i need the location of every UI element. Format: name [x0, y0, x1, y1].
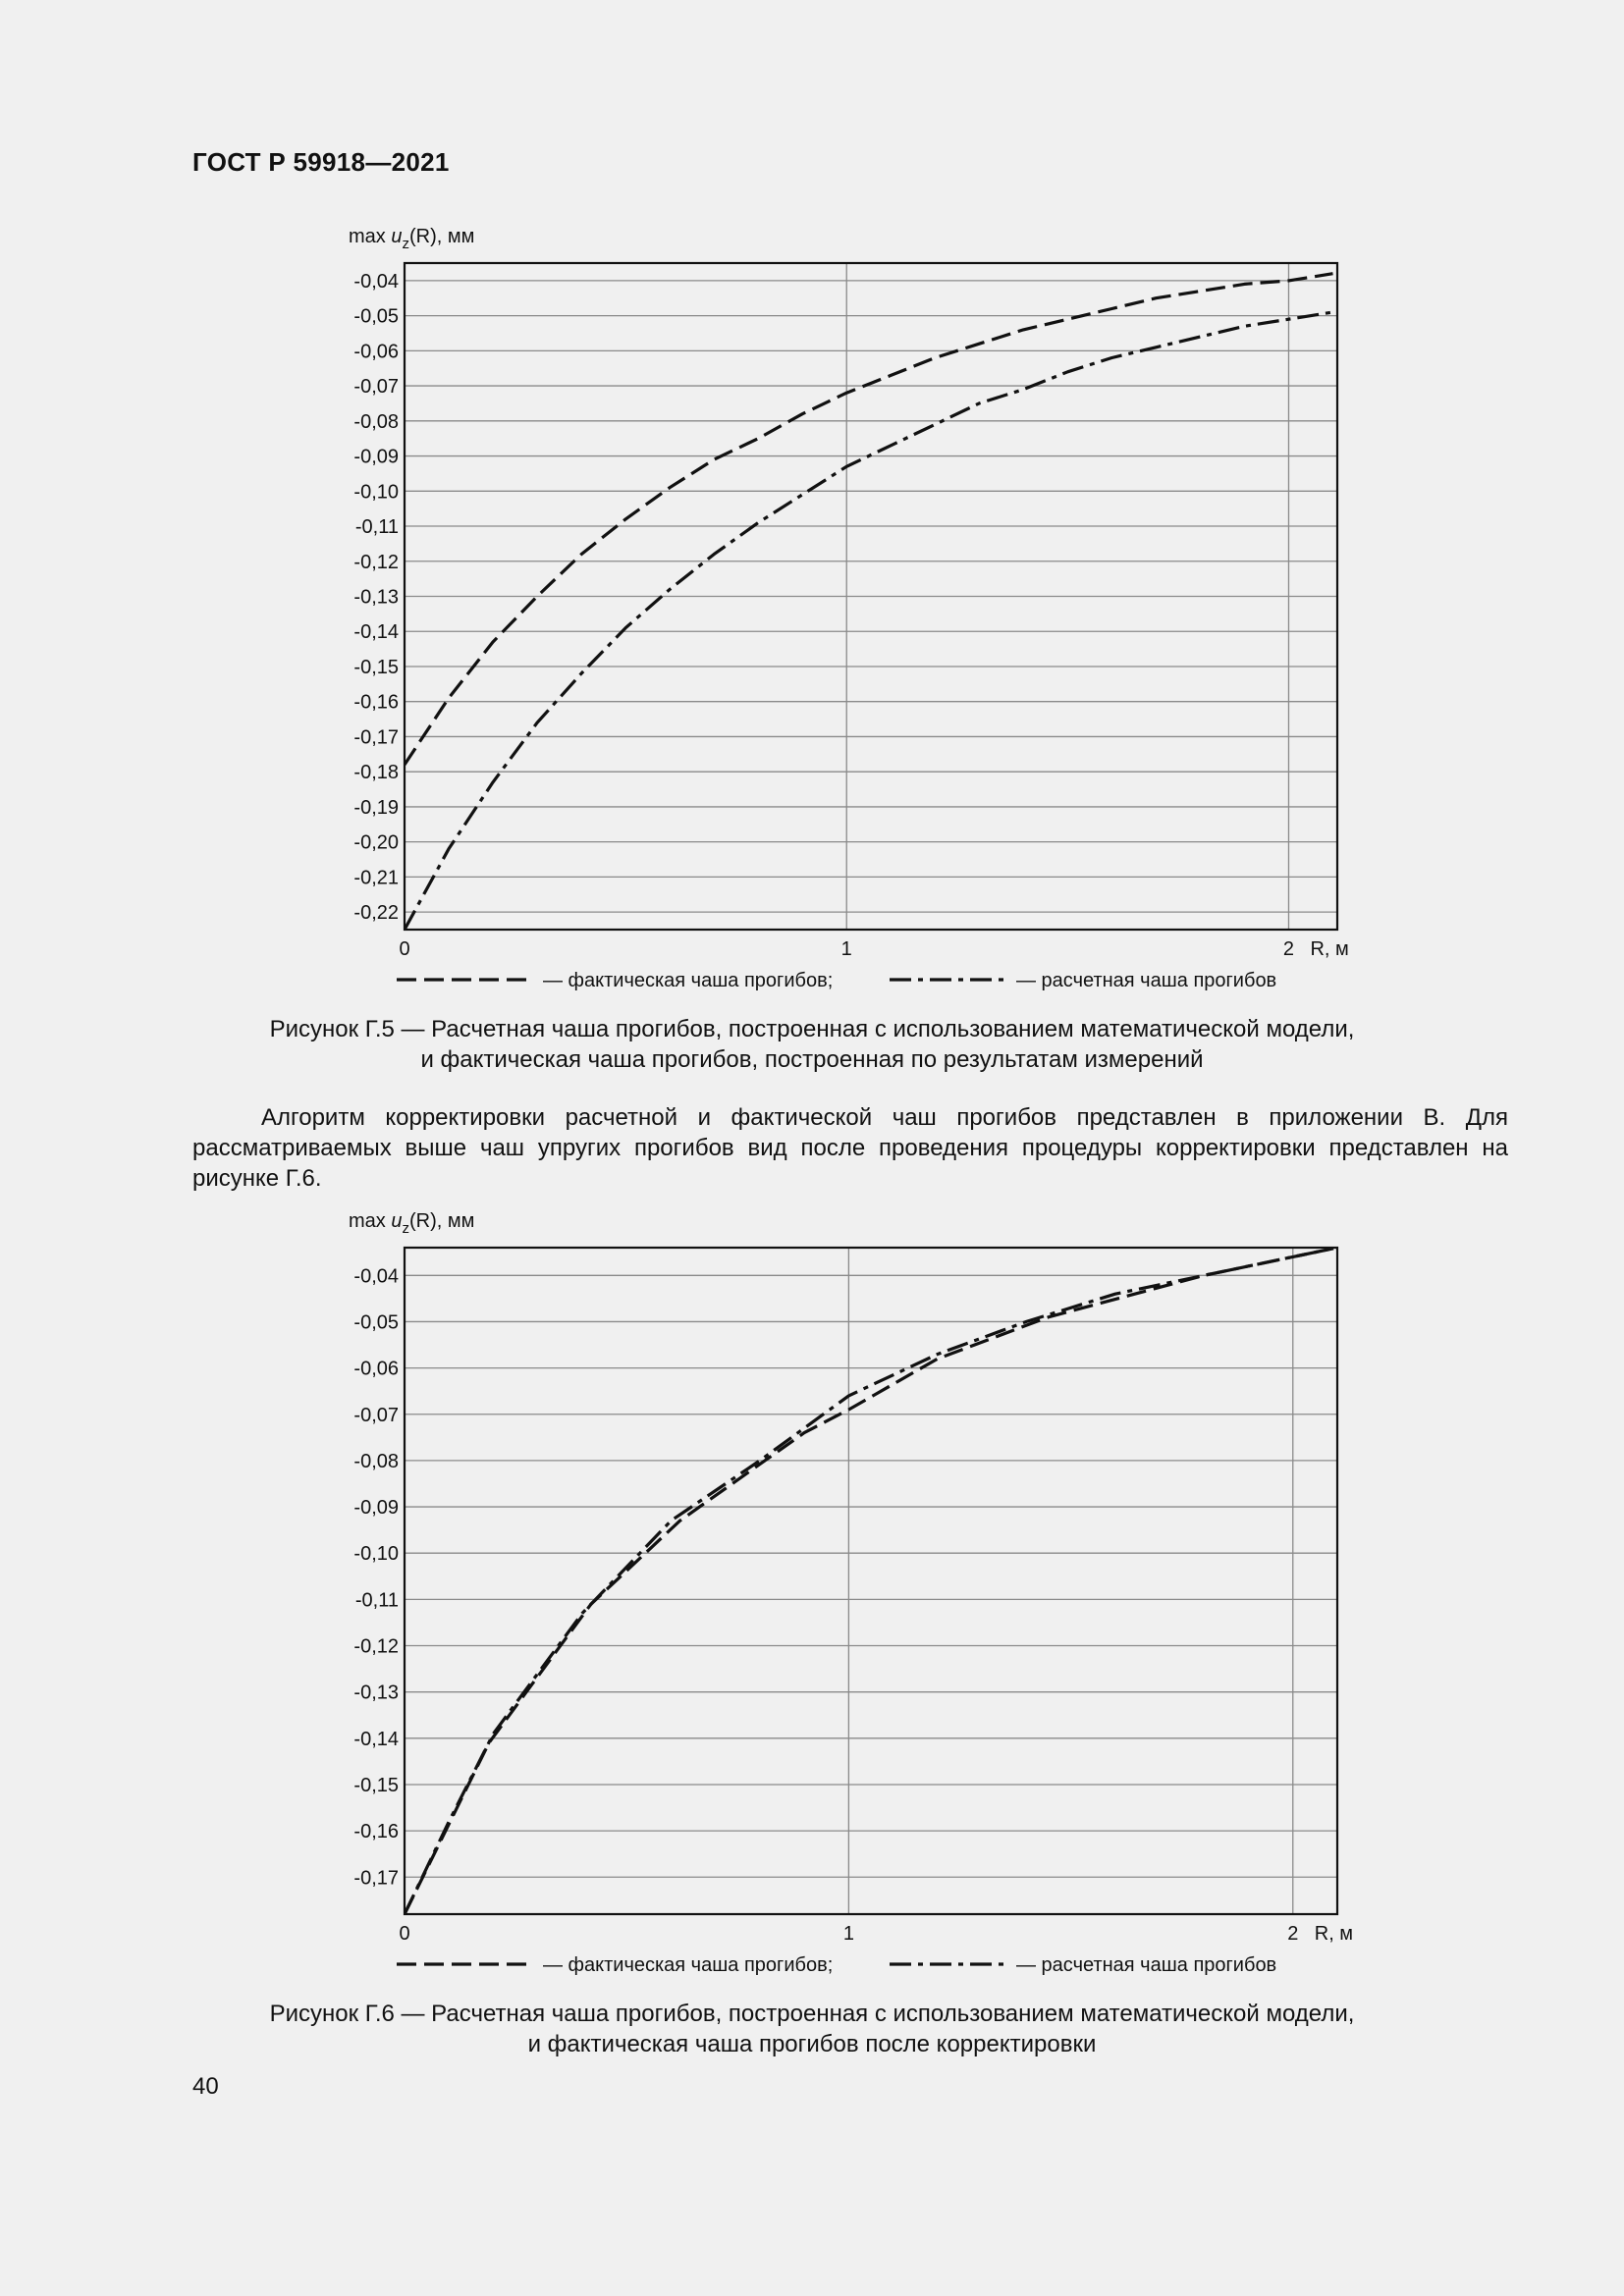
y-tick-label: -0,06 [353, 341, 399, 363]
figure-5-caption [0, 1014, 1624, 1075]
y-tick-label: -0,18 [353, 762, 399, 784]
x-tick-label: 1 [842, 1923, 854, 1945]
y-tick-label: -0,07 [353, 1404, 399, 1426]
page-number: 40 [192, 2073, 219, 2100]
y-tick-label: -0,09 [353, 1497, 399, 1520]
y-tick-label: -0,05 [353, 305, 399, 328]
y-tick-label: -0,22 [353, 902, 399, 925]
legend-label: — расчетная чаша прогибов [1016, 970, 1277, 991]
y-tick-label: -0,04 [353, 1265, 399, 1288]
y-tick-label: -0,14 [353, 1728, 399, 1750]
y-tick-label: -0,09 [353, 446, 399, 468]
y-tick-label: -0,10 [353, 481, 399, 504]
y-tick-label: -0,08 [353, 410, 399, 433]
y-tick-label: -0,11 [354, 1589, 399, 1612]
y-tick-label: -0,11 [354, 516, 399, 539]
figure-5-chart [0, 221, 1624, 1006]
x-tick-label: 2 [1282, 938, 1295, 960]
legend-label: — расчетная чаша прогибов [1016, 1954, 1277, 1976]
y-tick-label: -0,14 [353, 621, 399, 644]
y-tick-label: -0,17 [353, 726, 399, 749]
plot-area [405, 1248, 1337, 1914]
figure-6-caption-line-1: Рисунок Г.6 — Расчетная чаша прогибов, построенная с использованием математической модели, [269, 2001, 1355, 2027]
x-axis-label: R, м [1310, 938, 1349, 960]
y-tick-label: -0,10 [353, 1543, 399, 1566]
x-tick-label: 0 [399, 938, 410, 960]
legend-label: — фактическая чаша прогибов; [543, 970, 834, 991]
figure-5-svg [0, 221, 1624, 1006]
legend-label: — фактическая чаша прогибов; [543, 1954, 834, 1976]
y-tick-label: -0,13 [353, 1682, 399, 1704]
y-tick-label: -0,15 [353, 1774, 399, 1796]
y-tick-label: -0,16 [353, 1821, 399, 1843]
y-tick-label: -0,06 [353, 1358, 399, 1380]
y-tick-label: -0,16 [353, 691, 399, 714]
y-tick-label: -0,04 [353, 270, 399, 293]
x-axis-label: R, м [1314, 1923, 1354, 1945]
figure-6-caption-line-2: и фактическая чаша прогибов после корректировки [527, 2031, 1097, 2057]
x-tick-label: 2 [1287, 1923, 1299, 1945]
y-tick-label: -0,21 [353, 867, 399, 889]
y-tick-label: -0,08 [353, 1450, 399, 1472]
y-tick-label: -0,17 [353, 1867, 399, 1890]
figure-6-caption [0, 1999, 1624, 2059]
y-tick-label: -0,05 [353, 1311, 399, 1334]
x-tick-label: 1 [840, 938, 852, 960]
y-tick-label: -0,19 [353, 796, 399, 819]
figure-6-chart [0, 1205, 1624, 1991]
body-paragraph-text: Алгоритм корректировки расчетной и фактической чаш прогибов представлен в приложении В. Для рассматриваемых выше чаш упругих прогибов вид после проведения процедуры корректировки представлен на рисунке Г.6. [192, 1104, 1508, 1192]
document-header: ГОСТ Р 59918—2021 [192, 147, 450, 177]
y-axis-label: $\max u_z(R)$, мм [349, 226, 475, 252]
y-tick-label: -0,12 [353, 551, 399, 573]
y-tick-label: -0,12 [353, 1635, 399, 1658]
x-tick-label: 0 [399, 1923, 410, 1945]
y-tick-label: -0,20 [353, 831, 399, 854]
y-tick-label: -0,15 [353, 656, 399, 678]
y-tick-label: -0,13 [353, 586, 399, 609]
y-tick-label: -0,07 [353, 376, 399, 399]
body-paragraph [192, 1102, 1508, 1194]
figure-6-svg [0, 1205, 1624, 1991]
figure-5-caption-line-2: и фактическая чаша прогибов, построенная по результатам измерений [420, 1046, 1204, 1073]
figure-5-caption-line-1: Рисунок Г.5 — Расчетная чаша прогибов, построенная с использованием математической модели, [269, 1016, 1355, 1042]
y-axis-label: $\max u_z(R)$, мм [349, 1210, 475, 1237]
